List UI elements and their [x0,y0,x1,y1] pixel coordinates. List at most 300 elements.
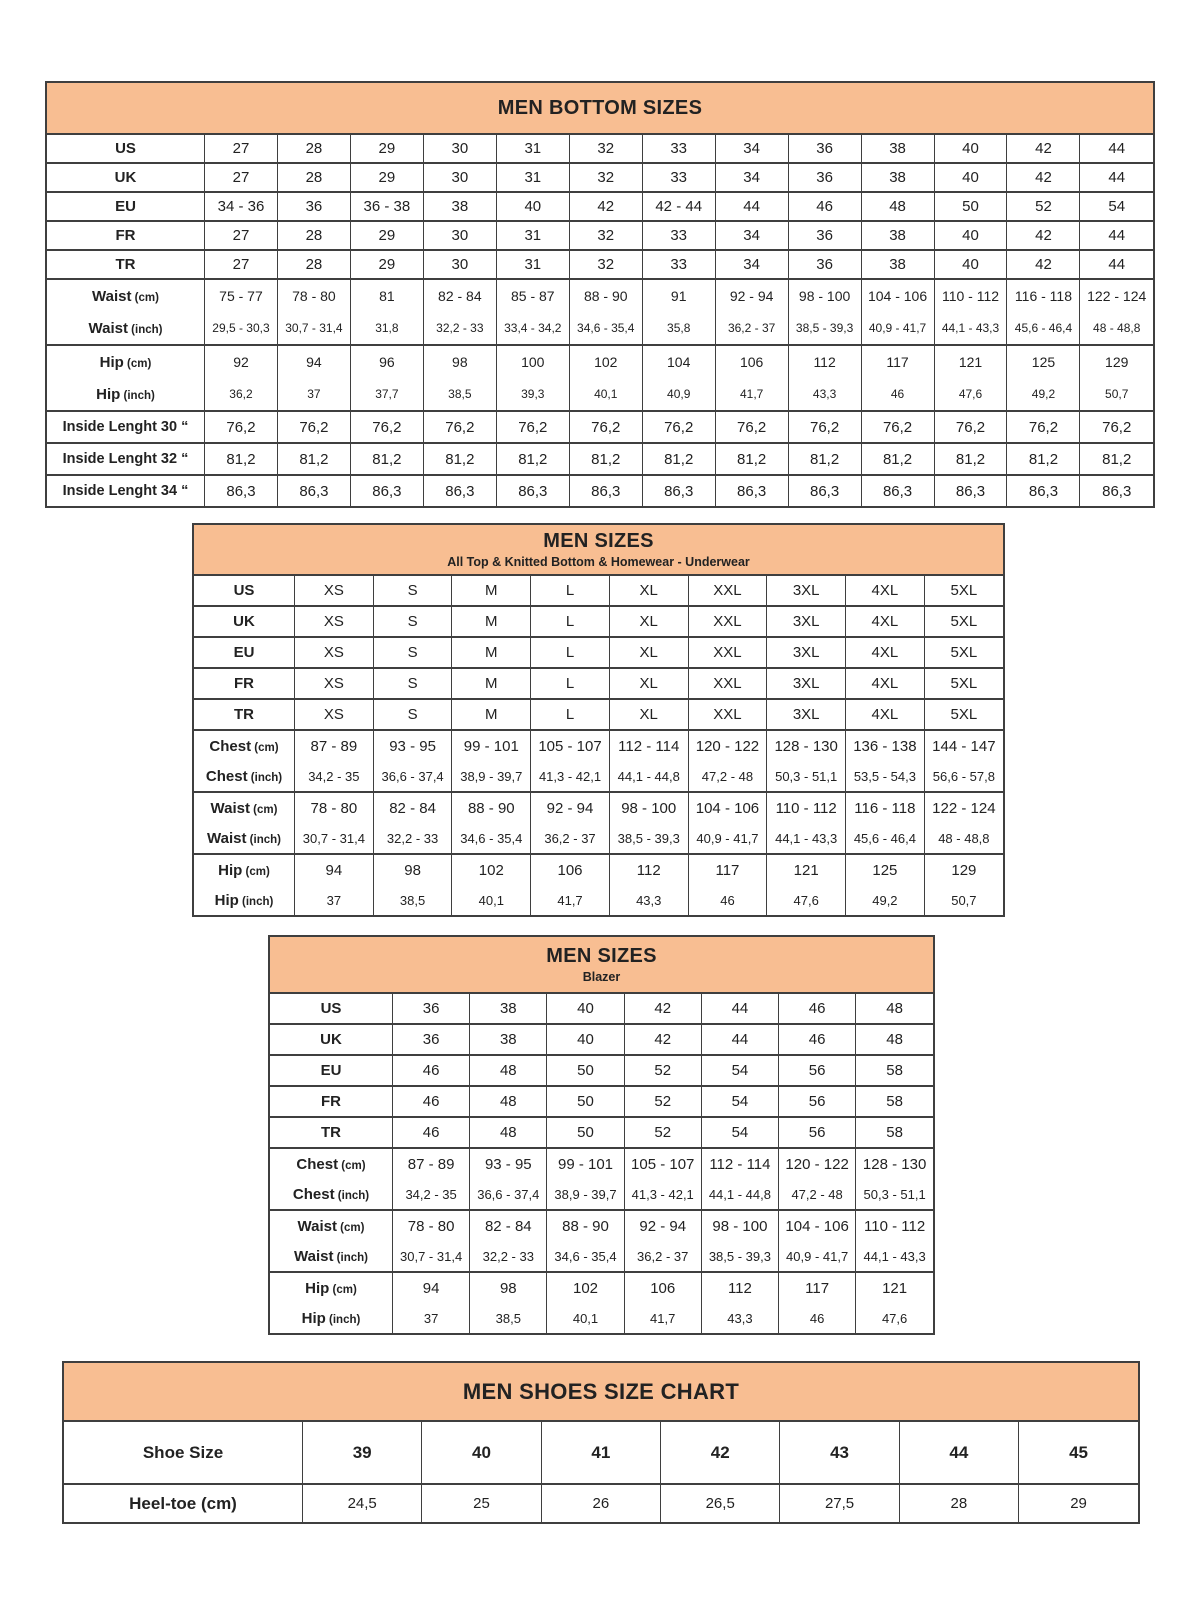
tops-waist-cm-cell-8: 122 - 124 [924,792,1003,823]
tops-hip-inch-cell-5: 46 [688,885,767,915]
bottoms-fr-cell-6: 33 [642,221,715,250]
blazer-chest-inch-cell-2: 38,9 - 39,7 [547,1179,624,1210]
bottoms-row-hip-inch [47,378,1153,411]
blazer-waist-cm-cell-0: 78 - 80 [393,1210,470,1241]
tops-hip-inch-cell-2: 40,1 [452,885,531,915]
tops-eu-cell-6: 3XL [767,637,846,668]
bottoms-hip-inch-cell-9: 46 [861,378,934,411]
bottoms-inside-length-32-cell-12: 81,2 [1080,443,1153,475]
row-label-waist-inch: Waist (inch) [270,1241,393,1272]
tops-uk-cell-3: L [531,606,610,637]
bottoms-fr-cell-7: 34 [715,221,788,250]
bottoms-inside-length-34-cell-2: 86,3 [350,475,423,506]
tops-uk-cell-8: 5XL [924,606,1003,637]
bottoms-inside-length-30-cell-4: 76,2 [496,411,569,443]
bottoms-inside-length-32-cell-6: 81,2 [642,443,715,475]
tops-chest-cm-cell-0: 87 - 89 [295,730,374,761]
blazer-chest-cm-cell-0: 87 - 89 [393,1148,470,1179]
blazer-chest-inch-cell-4: 44,1 - 44,8 [701,1179,778,1210]
blazer-row-hip-cm [270,1272,933,1303]
tops-tr-cell-1: S [373,699,452,730]
bottoms-us-cell-0: 27 [205,135,278,163]
bottoms-eu-cell-3: 38 [423,192,496,221]
bottoms-us-cell-10: 40 [934,135,1007,163]
blazer-chest-cm-cell-6: 128 - 130 [856,1148,933,1179]
tops-uk-cell-1: S [373,606,452,637]
bottoms-hip-inch-cell-2: 37,7 [350,378,423,411]
shoes-heel-toe-cell-4: 27,5 [780,1484,899,1522]
bottoms-waist-cm-cell-6: 91 [642,279,715,312]
bottoms-us-cell-7: 34 [715,135,788,163]
blazer-uk-cell-3: 42 [624,1024,701,1055]
bottoms-tr-cell-9: 38 [861,250,934,279]
shoes-shoe-size-cell-4: 43 [780,1422,899,1484]
blazer-fr-cell-5: 56 [779,1086,856,1117]
bottoms-waist-cm-cell-3: 82 - 84 [423,279,496,312]
tops-fr-cell-3: L [531,668,610,699]
blazer-row-hip-inch [270,1303,933,1333]
tops-chest-inch-cell-1: 36,6 - 37,4 [373,761,452,792]
tops-chest-cm-cell-6: 128 - 130 [767,730,846,761]
blazer-tr-cell-3: 52 [624,1117,701,1148]
tops-row-hip-cm [194,854,1003,885]
tops-row-eu [194,637,1003,668]
bottoms-tr-cell-2: 29 [350,250,423,279]
bottoms-uk-cell-4: 31 [496,163,569,192]
tops-row-waist-cm [194,792,1003,823]
bottoms-hip-cm-cell-7: 106 [715,345,788,378]
bottoms-waist-inch-cell-8: 38,5 - 39,3 [788,312,861,345]
tops-waist-cm-cell-3: 92 - 94 [531,792,610,823]
bottoms-tr-cell-12: 44 [1080,250,1153,279]
tops-eu-cell-1: S [373,637,452,668]
blazer-fr-cell-1: 48 [470,1086,547,1117]
row-label-chest-cm: Chest (cm) [270,1148,393,1179]
bottoms-waist-cm-cell-12: 122 - 124 [1080,279,1153,312]
bottoms-us-cell-11: 42 [1007,135,1080,163]
bottoms-uk-cell-12: 44 [1080,163,1153,192]
bottoms-row-eu [47,192,1153,221]
bottoms-inside-length-30-cell-8: 76,2 [788,411,861,443]
blazer-hip-inch-cell-4: 43,3 [701,1303,778,1333]
bottoms-inside-length-34-cell-12: 86,3 [1080,475,1153,506]
bottoms-hip-inch-cell-11: 49,2 [1007,378,1080,411]
bottoms-waist-inch-cell-1: 30,7 - 31,4 [277,312,350,345]
tops-us-cell-7: 4XL [846,576,925,606]
tops-waist-inch-cell-7: 45,6 - 46,4 [846,823,925,854]
tops-waist-inch-cell-6: 44,1 - 43,3 [767,823,846,854]
row-label-inside-length-30: Inside Lenght 30 “ [47,411,205,443]
row-label-chest-cm: Chest (cm) [194,730,295,761]
tops-us-cell-4: XL [609,576,688,606]
tops-title: MEN SIZES [543,530,654,552]
bottoms-hip-inch-cell-12: 50,7 [1105,387,1129,401]
bottoms-inside-length-34-cell-3: 86,3 [423,475,496,506]
row-label-shoe-size: Shoe Size [64,1422,303,1484]
tops-chest-inch-cell-7: 53,5 - 54,3 [846,761,925,792]
bottoms-hip-cm-cell-6: 104 [642,345,715,378]
bottoms-fr-cell-10: 40 [934,221,1007,250]
tops-us-cell-8: 5XL [950,582,978,599]
bottoms-uk-cell-8: 36 [788,163,861,192]
tops-hip-inch-cell-3: 41,7 [531,885,610,915]
blazer-waist-cm-cell-6: 110 - 112 [856,1210,933,1241]
tops-us-cell-2: M [452,576,531,606]
blazer-fr-cell-3: 52 [624,1086,701,1117]
blazer-uk-cell-0: 36 [393,1024,470,1055]
tops-eu-cell-5: XXL [688,637,767,668]
blazer-us-cell-3: 42 [624,994,701,1024]
bottoms-fr-cell-1: 28 [277,221,350,250]
bottoms-row-waist-inch [47,312,1153,345]
bottoms-inside-length-34-cell-1: 86,3 [277,475,350,506]
bottoms-tr-cell-10: 40 [934,250,1007,279]
bottoms-us-cell-3: 30 [423,135,496,163]
men-sizes-blazer-table [268,935,935,1335]
bottoms-eu-cell-0: 34 - 36 [205,192,278,221]
bottoms-inside-length-32-cell-0: 81,2 [205,443,278,475]
blazer-grid [270,994,933,1333]
tops-hip-cm-cell-0: 94 [295,854,374,885]
row-label-us: US [270,994,393,1024]
tops-waist-inch-cell-4: 38,5 - 39,3 [609,823,688,854]
shoes-heel-toe-cell-0: 24,5 [303,1484,422,1522]
bottoms-inside-length-30-cell-12: 76,2 [1080,411,1153,443]
tops-subtitle: All Top & Knitted Bottom & Homewear - Underwear [447,555,750,569]
tops-row-chest-inch [194,761,1003,792]
tops-tr-cell-0: XS [295,699,374,730]
tops-hip-cm-cell-8: 129 [924,854,1003,885]
blazer-hip-cm-cell-5: 117 [779,1272,856,1303]
blazer-eu-cell-1: 48 [470,1055,547,1086]
blazer-row-waist-cm [270,1210,933,1241]
tops-waist-cm-cell-4: 98 - 100 [609,792,688,823]
tops-chest-cm-cell-8: 144 - 147 [924,730,1003,761]
blazer-waist-cm-cell-2: 88 - 90 [547,1210,624,1241]
blazer-uk-cell-2: 40 [547,1024,624,1055]
tops-row-fr [194,668,1003,699]
bottoms-hip-inch-cell-0: 36,2 [205,378,278,411]
row-label-uk: UK [47,163,205,192]
tops-fr-cell-6: 3XL [767,668,846,699]
bottoms-fr-cell-9: 38 [861,221,934,250]
tops-chest-inch-cell-3: 41,3 - 42,1 [531,761,610,792]
blazer-hip-cm-cell-6: 121 [856,1272,933,1303]
blazer-hip-inch-cell-0: 37 [393,1303,470,1333]
blazer-us-cell-4: 44 [701,994,778,1024]
bottoms-tr-cell-0: 27 [205,250,278,279]
bottoms-inside-length-32-cell-3: 81,2 [423,443,496,475]
bottoms-hip-cm-cell-3: 98 [423,345,496,378]
bottoms-hip-inch-cell-5: 40,1 [569,378,642,411]
bottoms-waist-inch-cell-6: 35,8 [642,312,715,345]
men-bottom-sizes-table [45,81,1155,508]
bottoms-inside-length-30-cell-7: 76,2 [715,411,788,443]
blazer-chest-cm-cell-2: 99 - 101 [547,1148,624,1179]
tops-uk-cell-6: 3XL [767,606,846,637]
blazer-uk-cell-1: 38 [470,1024,547,1055]
tops-hip-cm-cell-7: 125 [846,854,925,885]
shoes-header [64,1363,1138,1422]
bottoms-hip-inch-cell-3: 38,5 [423,378,496,411]
tops-hip-inch-cell-0: 37 [295,885,374,915]
tops-us-cell-6: 3XL [767,576,846,606]
bottoms-uk-cell-9: 38 [861,163,934,192]
blazer-chest-inch-cell-6: 50,3 - 51,1 [863,1186,926,1202]
bottoms-waist-inch-cell-10: 44,1 - 43,3 [934,312,1007,345]
row-label-fr: FR [270,1086,393,1117]
blazer-tr-cell-5: 56 [779,1117,856,1148]
tops-uk-cell-4: XL [609,606,688,637]
bottoms-inside-length-32-cell-4: 81,2 [496,443,569,475]
shoes-shoe-size-cell-1: 40 [422,1422,541,1484]
row-label-hip-inch: Hip (inch) [270,1303,393,1333]
tops-chest-inch-cell-0: 34,2 - 35 [295,761,374,792]
bottoms-us-cell-4: 31 [496,135,569,163]
tops-fr-cell-0: XS [295,668,374,699]
row-label-heel-toe: Heel-toe (cm) [64,1484,303,1522]
shoes-row-shoe-size [64,1422,1138,1484]
blazer-subtitle: Blazer [582,970,621,984]
row-label-us: US [47,135,205,163]
tops-fr-cell-7: 4XL [846,668,925,699]
tops-uk-cell-2: M [452,606,531,637]
blazer-waist-cm-cell-3: 92 - 94 [624,1210,701,1241]
bottoms-waist-cm-cell-10: 110 - 112 [934,279,1007,312]
tops-row-waist-inch [194,823,1003,854]
shoes-grid [64,1422,1138,1522]
blazer-row-us [270,994,933,1024]
tops-fr-cell-4: XL [609,668,688,699]
bottoms-waist-inch-cell-5: 34,6 - 35,4 [569,312,642,345]
shoes-shoe-size-cell-0: 39 [303,1422,422,1484]
bottoms-us-cell-12: 44 [1108,140,1126,157]
tops-tr-cell-8: 5XL [924,699,1003,730]
bottoms-row-tr [47,250,1153,279]
bottoms-inside-length-30-cell-2: 76,2 [350,411,423,443]
bottoms-hip-cm-cell-12: 129 [1080,345,1153,378]
men-shoes-size-chart-table [62,1361,1140,1524]
tops-fr-cell-2: M [452,668,531,699]
tops-chest-inch-cell-8: 56,6 - 57,8 [932,768,995,784]
tops-hip-inch-cell-4: 43,3 [609,885,688,915]
bottoms-uk-cell-2: 29 [350,163,423,192]
bottoms-hip-cm-cell-8: 112 [788,345,861,378]
bottoms-tr-cell-11: 42 [1007,250,1080,279]
row-label-waist-inch: Waist (inch) [47,312,205,345]
bottoms-us-cell-5: 32 [569,135,642,163]
bottoms-inside-length-34-cell-10: 86,3 [934,475,1007,506]
row-label-tr: TR [194,699,295,730]
bottoms-inside-length-34-cell-9: 86,3 [861,475,934,506]
shoes-heel-toe-cell-3: 26,5 [661,1484,780,1522]
shoes-shoe-size-cell-6: 45 [1069,1442,1088,1462]
row-label-waist-cm: Waist (cm) [47,279,205,312]
shoes-shoe-size-cell-3: 42 [661,1422,780,1484]
tops-row-uk [194,606,1003,637]
blazer-chest-cm-cell-5: 120 - 122 [779,1148,856,1179]
bottoms-waist-inch-cell-9: 40,9 - 41,7 [861,312,934,345]
blazer-waist-inch-cell-5: 40,9 - 41,7 [779,1241,856,1272]
tops-us-cell-3: L [531,576,610,606]
bottoms-waist-cm-cell-0: 75 - 77 [205,279,278,312]
bottoms-waist-inch-cell-12: 48 - 48,8 [1093,321,1141,335]
blazer-tr-cell-4: 54 [701,1117,778,1148]
shoes-shoe-size-cell-2: 41 [541,1422,660,1484]
tops-grid [194,576,1003,915]
row-label-hip-inch: Hip (inch) [47,378,205,411]
tops-hip-inch-cell-7: 49,2 [846,885,925,915]
tops-fr-cell-8: 5XL [924,668,1003,699]
blazer-chest-cm-cell-3: 105 - 107 [624,1148,701,1179]
bottoms-us-cell-9: 38 [861,135,934,163]
tops-us-cell-5: XXL [688,576,767,606]
blazer-uk-cell-5: 46 [779,1024,856,1055]
row-label-inside-length-34: Inside Lenght 34 “ [47,475,205,506]
tops-row-chest-cm [194,730,1003,761]
tops-row-us [194,576,1003,606]
tops-tr-cell-3: L [531,699,610,730]
blazer-waist-inch-cell-0: 30,7 - 31,4 [393,1241,470,1272]
bottoms-inside-length-30-cell-0: 76,2 [205,411,278,443]
blazer-chest-inch-cell-5: 47,2 - 48 [779,1179,856,1210]
bottoms-tr-cell-1: 28 [277,250,350,279]
bottoms-fr-cell-8: 36 [788,221,861,250]
bottoms-inside-length-34-cell-11: 86,3 [1007,475,1080,506]
bottoms-waist-cm-cell-2: 81 [350,279,423,312]
blazer-us-cell-5: 46 [779,994,856,1024]
blazer-hip-inch-cell-5: 46 [779,1303,856,1333]
tops-waist-inch-cell-0: 30,7 - 31,4 [295,823,374,854]
blazer-row-chest-cm [270,1148,933,1179]
bottoms-waist-cm-cell-9: 104 - 106 [861,279,934,312]
bottoms-eu-cell-7: 44 [715,192,788,221]
tops-fr-cell-1: S [373,668,452,699]
bottoms-inside-length-32-cell-9: 81,2 [861,443,934,475]
bottoms-hip-inch-cell-4: 39,3 [496,378,569,411]
blazer-header [270,937,933,994]
bottoms-tr-cell-7: 34 [715,250,788,279]
blazer-tr-cell-6: 58 [856,1117,933,1148]
row-label-waist-cm: Waist (cm) [270,1210,393,1241]
bottoms-title: MEN BOTTOM SIZES [497,96,703,119]
bottoms-eu-cell-11: 52 [1007,192,1080,221]
bottoms-uk-cell-5: 32 [569,163,642,192]
blazer-waist-inch-cell-1: 32,2 - 33 [470,1241,547,1272]
row-label-us: US [194,576,295,606]
bottoms-inside-length-30-cell-9: 76,2 [861,411,934,443]
bottoms-hip-cm-cell-0: 92 [205,345,278,378]
bottoms-hip-inch-cell-10: 47,6 [934,378,1007,411]
tops-eu-cell-3: L [531,637,610,668]
bottoms-uk-cell-10: 40 [934,163,1007,192]
row-label-hip-cm: Hip (cm) [47,345,205,378]
blazer-hip-cm-cell-3: 106 [624,1272,701,1303]
bottoms-fr-cell-5: 32 [569,221,642,250]
tops-waist-inch-cell-1: 32,2 - 33 [373,823,452,854]
tops-chest-inch-cell-5: 47,2 - 48 [688,761,767,792]
bottoms-inside-length-30-cell-11: 76,2 [1007,411,1080,443]
tops-waist-cm-cell-2: 88 - 90 [452,792,531,823]
blazer-eu-cell-2: 50 [547,1055,624,1086]
bottoms-row-inside-length-30 [47,411,1153,443]
bottoms-inside-length-30-cell-10: 76,2 [934,411,1007,443]
bottoms-inside-length-32-cell-1: 81,2 [277,443,350,475]
bottoms-waist-inch-cell-7: 36,2 - 37 [715,312,788,345]
bottoms-us-cell-6: 33 [642,135,715,163]
bottoms-fr-cell-3: 30 [423,221,496,250]
blazer-us-cell-6: 48 [886,1000,903,1017]
men-sizes-top-table [192,523,1005,917]
tops-waist-cm-cell-1: 82 - 84 [373,792,452,823]
tops-hip-cm-cell-6: 121 [767,854,846,885]
blazer-hip-cm-cell-4: 112 [701,1272,778,1303]
tops-eu-cell-4: XL [609,637,688,668]
tops-hip-cm-cell-5: 117 [688,854,767,885]
blazer-eu-cell-6: 58 [856,1055,933,1086]
bottoms-waist-inch-cell-0: 29,5 - 30,3 [205,312,278,345]
blazer-chest-inch-cell-0: 34,2 - 35 [393,1179,470,1210]
row-label-eu: EU [47,192,205,221]
tops-waist-inch-cell-8: 48 - 48,8 [938,830,990,846]
bottoms-inside-length-32-cell-11: 81,2 [1007,443,1080,475]
bottoms-hip-cm-cell-9: 117 [861,345,934,378]
tops-hip-inch-cell-8: 50,7 [951,892,977,908]
bottoms-uk-cell-3: 30 [423,163,496,192]
blazer-hip-cm-cell-0: 94 [393,1272,470,1303]
tops-waist-inch-cell-2: 34,6 - 35,4 [452,823,531,854]
row-label-eu: EU [270,1055,393,1086]
bottoms-hip-cm-cell-10: 121 [934,345,1007,378]
blazer-chest-cm-cell-4: 112 - 114 [701,1148,778,1179]
blazer-waist-inch-cell-4: 38,5 - 39,3 [701,1241,778,1272]
blazer-tr-cell-1: 48 [470,1117,547,1148]
bottoms-waist-inch-cell-3: 32,2 - 33 [423,312,496,345]
tops-tr-cell-6: 3XL [767,699,846,730]
row-label-uk: UK [270,1024,393,1055]
bottoms-inside-length-34-cell-5: 86,3 [569,475,642,506]
row-label-hip-inch: Hip (inch) [194,885,295,915]
blazer-chest-cm-cell-1: 93 - 95 [470,1148,547,1179]
bottoms-waist-cm-cell-8: 98 - 100 [788,279,861,312]
tops-fr-cell-5: XXL [688,668,767,699]
bottoms-row-us [47,135,1153,163]
tops-uk-cell-7: 4XL [846,606,925,637]
bottoms-hip-inch-cell-1: 37 [277,378,350,411]
bottoms-fr-cell-4: 31 [496,221,569,250]
bottoms-waist-cm-cell-5: 88 - 90 [569,279,642,312]
blazer-row-tr [270,1117,933,1148]
blazer-fr-cell-2: 50 [547,1086,624,1117]
tops-eu-cell-2: M [452,637,531,668]
tops-chest-cm-cell-2: 99 - 101 [452,730,531,761]
blazer-us-cell-1: 38 [470,994,547,1024]
bottoms-us-cell-8: 36 [788,135,861,163]
blazer-eu-cell-4: 54 [701,1055,778,1086]
bottoms-tr-cell-6: 33 [642,250,715,279]
blazer-eu-cell-5: 56 [779,1055,856,1086]
shoes-heel-toe-cell-6: 29 [1019,1484,1138,1522]
shoes-shoe-size-cell-5: 44 [899,1422,1018,1484]
tops-chest-inch-cell-2: 38,9 - 39,7 [452,761,531,792]
bottoms-row-fr [47,221,1153,250]
bottoms-inside-length-32-cell-7: 81,2 [715,443,788,475]
tops-chest-cm-cell-1: 93 - 95 [373,730,452,761]
blazer-fr-cell-0: 46 [393,1086,470,1117]
row-label-fr: FR [47,221,205,250]
tops-uk-cell-5: XXL [688,606,767,637]
row-label-tr: TR [270,1117,393,1148]
